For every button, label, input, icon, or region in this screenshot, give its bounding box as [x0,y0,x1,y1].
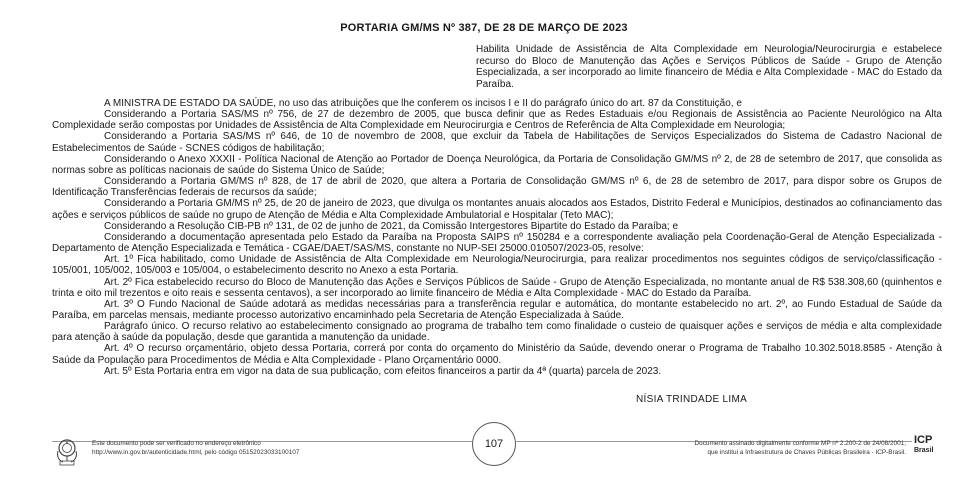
signature-note [560,439,906,457]
considerando-1: Considerando a Portaria SAS/MS nº 756, de 27 de dezembro de 2005, que busca definir que as Redes Estaduais e/ou Regionais de Assistência ao Paciente Neurológico na Alta Complexidade serão compostas por Unidades de Assistência de Alta Complexidade em Neurocirurgia e Centros de Referência de Alta Complexidade em Neurologia; [52,109,942,132]
preamble: A MINISTRA DE ESTADO DA SAÚDE, no uso das atribuições que lhe conferem os incisos I e II do parágrafo único do art. 87 da Constituição, e [104,98,742,109]
considerando-2: Considerando a Portaria SAS/MS nº 646, de 10 de novembro de 2008, que excluir da Tabela de Habilitações de Serviços Especializados do Sistema de Cadastro Nacional de Estabelecimentos de Saúde - SCNES códigos de habilitação; [52,131,942,154]
verification-note [92,439,299,457]
considerando-7: Considerando a documentação apresentada pelo Estado da Paraíba na Proposta SAIPS nº 150284 e a correspondente avaliação pela Coordenação-Geral de Atenção Especializada - Departamento de Atenção Especializada e Temática - CGAE/DAET/SAS/MS, constante no NUP-SEI 25000.010507/2023-05, resolve: [52,231,942,255]
article-3: Art. 3º O Fundo Nacional de Saúde adotará as medidas necessárias para a transferência regular e automática, do montante estabelecido no art. 2º, ao Fundo Estadual de Saúde da Paraíba, em parcelas mensais, mediante processo autorizativo encaminhado pela Secretaria de Atenção Especializada à Saúde. [52,298,942,321]
page-number [472,422,516,466]
icp-brasil-logo [914,435,942,455]
considerando-5: Considerando a Portaria GM/MS nº 25, de 20 de janeiro de 2023, que divulga os montantes anuais alocados aos Estados, Distrito Federal e Municípios, destinados ao cofinanciamento das ações e serviços públicos de saúde no grupo de Atenção de Média e Alta Complexidade Ambulatorial e Hospitalar (Teto MAC); [52,198,942,221]
coat-of-arms-icon [54,437,80,467]
signature: NÍSIA TRINDADE LIMA [636,394,748,405]
icp-logo-top: ICP [914,434,933,446]
verification-link[interactable]: http://www.in.gov.br/autenticidade.html, pelo código 05152023033100107 [92,449,300,456]
article-5: Art. 5º Esta Portaria entra em vigor na data de sua publicação, com efeitos financeiros a partir da 4ª (quarta) parcela de 2023. [104,365,662,377]
considerando-3: Considerando o Anexo XXXII - Política Nacional de Atenção ao Portador de Doença Neurológica, da Portaria de Consolidação GM/MS nº 2, de 28 de setembro de 2017, que consolida as normas sobre as políticas nacionais de saúde do Sistema Único de Saúde; [52,153,942,176]
article-4: Art. 4º O recurso orçamentário, objeto dessa Portaria, correrá por conta do orçamento do Ministério da Saúde, devendo onerar o Programa de Trabalho 10.302.5018.8585 - Atenção à Saúde da População para Procedimentos de Média e Alta Complexidade - Plano Orçamentário 0000. [52,343,942,366]
verification-line-1: Este documento pode ser verificado no endereço eletrônico [92,440,261,447]
considerando-4: Considerando a Portaria GM/MS nº 828, de 17 de abril de 2020, que altera a Portaria de Consolidação GM/MS nº 6, de 28 de setembro de 2017, para dispor sobre os Grupos de Identificação Transferências federais de recursos da saúde; [52,176,942,199]
signature-note-line-1: Documento assinado digitalmente conforme MP nº 2.200-2 de 24/08/2001, [694,440,906,447]
document-body [52,98,942,377]
article-1: Art. 1º Fica habilitado, como Unidade de Assistência de Alta Complexidade em Neurologia/Neurocirurgia, para realizar procedimentos nos seguintes códigos de serviço/classificação - 105/001, 105/002, 105/003 e 105/004, o estabelecimento descrito no Anexo a esta Portaria. [52,254,942,277]
considerando-6: Considerando a Resolução CIB-PB nº 131, de 02 de junho de 2021, da Comissão Intergestores Bipartite do Estado da Paraíba; e [104,220,679,232]
signature-note-line-2: que institui a Infraestrutura de Chaves Públicas Brasileira - ICP-Brasil. [707,449,906,456]
article-2: Art. 2º Fica estabelecido recurso do Bloco de Manutenção das Ações e Serviços Públicos de Saúde - Grupo de Atenção Especializada, no montante anual de R$ 538.308,60 (quinhentos e trinta e oito mil trezentos e oito reais e sessenta centavos), a ser incorporado ao limite financeiro de Média e Alta Complexidade - MAC do Estado da Paraíba. [52,276,942,299]
article-3-paragraph: Parágrafo único. O recurso relativo ao estabelecimento consignado ao programa de trabalho tem como finalidade o custeio de quaisquer ações e serviços de média e alta complexidade para atenção à saúde da população, desde que garantida a manutenção da unidade. [52,321,942,344]
ementa: Habilita Unidade de Assistência de Alta Complexidade em Neurologia/Neurocirurgia e estabelece recurso do Bloco de Manutenção das Ações e Serviços Públicos de Saúde - Grupo de Atenção Especializada, a ser incorporado ao limite financeiro de Média e Alta Complexidade - MAC do Estado da Paraíba. [476,44,942,90]
icp-logo-bottom: Brasil [914,447,934,454]
page-number-text: 107 [484,438,504,450]
page-title: PORTARIA GM/MS Nº 387, DE 28 DE MARÇO DE 2023 [340,22,628,34]
